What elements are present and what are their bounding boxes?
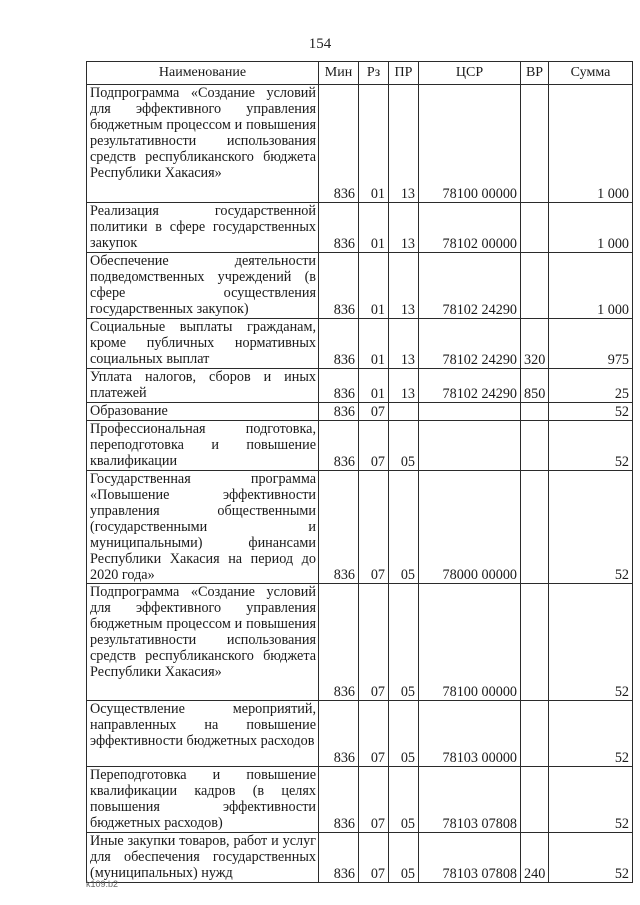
row-pr: 05 xyxy=(389,767,419,833)
row-min: 836 xyxy=(319,833,359,883)
row-rz: 01 xyxy=(359,85,389,203)
row-name: Осуществление мероприятий, направленных на повышение эффективности бюджетных расходов xyxy=(87,701,319,767)
row-sum: 52 xyxy=(549,421,633,471)
row-csr: 78102 00000 xyxy=(419,203,521,253)
row-pr: 13 xyxy=(389,253,419,319)
row-vr: 850 xyxy=(521,369,549,403)
row-pr: 05 xyxy=(389,701,419,767)
table-row xyxy=(87,421,633,471)
row-min: 836 xyxy=(319,701,359,767)
row-rz: 01 xyxy=(359,203,389,253)
row-csr: 78102 24290 xyxy=(419,319,521,369)
row-sum: 1 000 xyxy=(549,85,633,203)
row-sum: 1 000 xyxy=(549,253,633,319)
row-csr: 78102 24290 xyxy=(419,253,521,319)
row-csr: 78100 00000 xyxy=(419,85,521,203)
row-name: Подпрограмма «Создание условий для эффективного управления бюджетным процессом и повышения результативности использования средств республиканского бюджета Республики Хакасия» xyxy=(87,584,319,701)
row-csr: 78103 07808 xyxy=(419,767,521,833)
row-vr xyxy=(521,421,549,471)
row-sum: 52 xyxy=(549,471,633,584)
header-min: Мин xyxy=(319,62,359,85)
header-sum: Сумма xyxy=(549,62,633,85)
row-sum: 975 xyxy=(549,319,633,369)
row-name: Иные закупки товаров, работ и услуг для обеспечения государственных (муниципальных) нужд xyxy=(87,833,319,883)
row-rz: 07 xyxy=(359,833,389,883)
row-csr xyxy=(419,421,521,471)
row-csr: 78103 07808 xyxy=(419,833,521,883)
row-vr xyxy=(521,767,549,833)
row-name: Уплата налогов, сборов и иных платежей xyxy=(87,369,319,403)
row-pr: 05 xyxy=(389,584,419,701)
table-row xyxy=(87,767,633,833)
row-pr: 13 xyxy=(389,369,419,403)
row-sum: 52 xyxy=(549,767,633,833)
row-min: 836 xyxy=(319,403,359,421)
row-rz: 01 xyxy=(359,253,389,319)
row-pr: 13 xyxy=(389,85,419,203)
row-name: Реализация государственной политики в сфере государственных закупок xyxy=(87,203,319,253)
row-vr xyxy=(521,584,549,701)
row-name: Социальные выплаты гражданам, кроме публичных нормативных социальных выплат xyxy=(87,319,319,369)
row-rz: 07 xyxy=(359,767,389,833)
row-csr xyxy=(419,403,521,421)
row-sum: 52 xyxy=(549,833,633,883)
row-min: 836 xyxy=(319,471,359,584)
table-row xyxy=(87,203,633,253)
row-csr: 78100 00000 xyxy=(419,584,521,701)
table-header-row xyxy=(87,62,633,85)
row-name: Переподготовка и повышение квалификации кадров (в целях повышения эффективности бюджетных расходов) xyxy=(87,767,319,833)
row-rz: 07 xyxy=(359,584,389,701)
row-rz: 07 xyxy=(359,471,389,584)
row-sum: 52 xyxy=(549,701,633,767)
row-vr xyxy=(521,403,549,421)
page-number: 154 xyxy=(308,36,332,52)
row-pr xyxy=(389,403,419,421)
row-min: 836 xyxy=(319,253,359,319)
row-vr: 240 xyxy=(521,833,549,883)
table-row xyxy=(87,701,633,767)
table-row xyxy=(87,319,633,369)
header-pr: ПР xyxy=(389,62,419,85)
row-rz: 01 xyxy=(359,319,389,369)
row-min: 836 xyxy=(319,319,359,369)
row-min: 836 xyxy=(319,421,359,471)
row-csr: 78103 00000 xyxy=(419,701,521,767)
budget-table xyxy=(86,61,633,883)
row-name: Образование xyxy=(87,403,319,421)
row-sum: 52 xyxy=(549,584,633,701)
table-row xyxy=(87,253,633,319)
row-name: Подпрограмма «Создание условий для эффективного управления бюджетным процессом и повышения результативности использования средств республиканского бюджета Республики Хакасия» xyxy=(87,85,319,203)
table-row xyxy=(87,833,633,883)
footer-code: k109.b2 xyxy=(86,879,119,889)
row-name: Государственная программа «Повышение эффективности управления общественными (государственными и муниципальными) финансами Республики Хакасия на период до 2020 года» xyxy=(87,471,319,584)
row-vr xyxy=(521,203,549,253)
row-rz: 07 xyxy=(359,421,389,471)
header-vr: ВР xyxy=(521,62,549,85)
row-name: Профессиональная подготовка, переподготовка и повышение квалификации xyxy=(87,421,319,471)
row-sum: 25 xyxy=(549,369,633,403)
row-pr: 13 xyxy=(389,203,419,253)
row-rz: 01 xyxy=(359,369,389,403)
row-sum: 52 xyxy=(549,403,633,421)
row-csr: 78000 00000 xyxy=(419,471,521,584)
table-row xyxy=(87,369,633,403)
row-pr: 13 xyxy=(389,319,419,369)
header-rz: Рз xyxy=(359,62,389,85)
row-pr: 05 xyxy=(389,421,419,471)
header-name: Наименование xyxy=(87,62,319,85)
row-rz: 07 xyxy=(359,403,389,421)
row-vr xyxy=(521,701,549,767)
table-row xyxy=(87,471,633,584)
row-min: 836 xyxy=(319,584,359,701)
table-row xyxy=(87,403,633,421)
row-sum: 1 000 xyxy=(549,203,633,253)
table-row xyxy=(87,584,633,701)
row-csr: 78102 24290 xyxy=(419,369,521,403)
row-min: 836 xyxy=(319,767,359,833)
row-vr xyxy=(521,85,549,203)
row-min: 836 xyxy=(319,203,359,253)
row-vr xyxy=(521,471,549,584)
row-vr: 320 xyxy=(521,319,549,369)
header-csr: ЦСР xyxy=(419,62,521,85)
row-rz: 07 xyxy=(359,701,389,767)
row-pr: 05 xyxy=(389,833,419,883)
row-min: 836 xyxy=(319,85,359,203)
row-name: Обеспечение деятельности подведомственных учреждений (в сфере осуществления государственных закупок) xyxy=(87,253,319,319)
row-vr xyxy=(521,253,549,319)
row-pr: 05 xyxy=(389,471,419,584)
table-row xyxy=(87,85,633,203)
row-min: 836 xyxy=(319,369,359,403)
